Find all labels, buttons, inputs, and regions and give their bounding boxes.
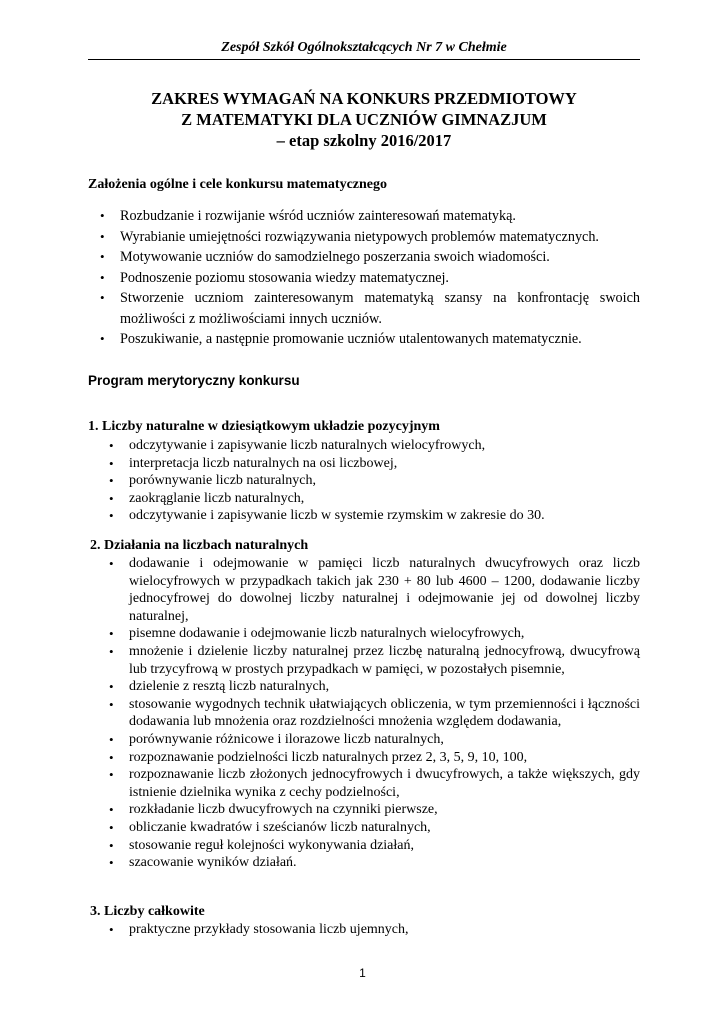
- list-item: • mnożenie i dzielenie liczby naturalnej przez liczbę naturalną jednocyfrową, dwucyfrową lub trzycyfrową w prostych przypadkach w pamięci, w pozostałych pisemnie,: [129, 643, 640, 678]
- list-item: • rozkładanie liczb dwucyfrowych na czynniki pierwsze,: [129, 801, 640, 819]
- list-item: • stosowanie wygodnych technik ułatwiających obliczenia, w tym przemienności i łączności dodawania lub mnożenia oraz rozdzielności mnożenia względem dodawania,: [129, 696, 640, 731]
- section-1-list: [129, 437, 640, 525]
- list-item: • praktyczne przykłady stosowania liczb ujemnych,: [129, 921, 640, 939]
- list-item: • szacowanie wyników działań.: [129, 854, 640, 872]
- list-item: • interpretacja liczb naturalnych na osi liczbowej,: [129, 455, 640, 473]
- list-item: • zaokrąglanie liczb naturalnych,: [129, 490, 640, 508]
- list-item: • dzielenie z resztą liczb naturalnych,: [129, 678, 640, 696]
- list-item: • stosowanie reguł kolejności wykonywania działań,: [129, 837, 640, 855]
- section-3-list: [129, 921, 640, 939]
- list-item: • rozpoznawanie liczb złożonych jednocyfrowych i dwucyfrowych, a także większych, gdy istnienie dzielnika wynika z cechy podzielności,: [129, 766, 640, 801]
- list-item: • odczytywanie i zapisywanie liczb w systemie rzymskim w zakresie do 30.: [129, 507, 640, 525]
- page-header: Zespół Szkół Ogólnokształcących Nr 7 w Chełmie: [88, 40, 640, 60]
- list-item: • Rozbudzanie i rozwijanie wśród uczniów zainteresowań matematyką.: [120, 206, 640, 227]
- list-item: • porównywanie liczb naturalnych,: [129, 472, 640, 490]
- list-item: • porównywanie różnicowe i ilorazowe liczb naturalnych,: [129, 731, 640, 749]
- list-item: • Poszukiwanie, a następnie promowanie uczniów utalentowanych matematycznie.: [120, 329, 640, 350]
- title-line-3: – etap szkolny 2016/2017: [276, 131, 452, 150]
- section-2-heading: 2. Działania na liczbach naturalnych: [90, 538, 309, 553]
- section-2-list: [129, 555, 640, 872]
- goals-list: [120, 206, 640, 350]
- section-3-heading: 3. Liczby całkowite: [90, 904, 205, 919]
- list-item: • Stworzenie uczniom zainteresowanym matematyką szansy na konfrontację swoich możliwości z możliwościami innych uczniów.: [120, 288, 640, 329]
- list-item: • pisemne dodawanie i odejmowanie liczb naturalnych wielocyfrowych,: [129, 625, 640, 643]
- document-title: [88, 88, 640, 151]
- list-item: • Motywowanie uczniów do samodzielnego poszerzania swoich wiadomości.: [120, 247, 640, 268]
- title-line-2: Z MATEMATYKI DLA UCZNIÓW GIMNAZJUM: [181, 110, 547, 129]
- list-item: • Podnoszenie poziomu stosowania wiedzy matematycznej.: [120, 268, 640, 289]
- list-item: • dodawanie i odejmowanie w pamięci liczb naturalnych dwucyfrowych oraz liczb wielocyfrowych w przypadkach takich jak 230 + 80 lub 4600 – 1200, dodawanie liczby jednocyfrowej do dowolnej liczby naturalnej i odejmowanie jej od dowolnej liczby naturalnej,: [129, 555, 640, 625]
- list-item: • Wyrabianie umiejętności rozwiązywania nietypowych problemów matematycznych.: [120, 227, 640, 248]
- goals-heading: Założenia ogólne i cele konkursu matematycznego: [88, 177, 388, 192]
- list-item: • rozpoznawanie podzielności liczb naturalnych przez 2, 3, 5, 9, 10, 100,: [129, 749, 640, 767]
- program-heading: Program merytoryczny konkursu: [88, 373, 300, 388]
- section-1-heading: 1. Liczby naturalne w dziesiątkowym układzie pozycyjnym: [88, 419, 440, 434]
- list-item: • obliczanie kwadratów i sześcianów liczb naturalnych,: [129, 819, 640, 837]
- page-number: 1: [359, 966, 366, 980]
- title-line-1: ZAKRES WYMAGAŃ NA KONKURS PRZEDMIOTOWY: [151, 89, 577, 108]
- list-item: • odczytywanie i zapisywanie liczb naturalnych wielocyfrowych,: [129, 437, 640, 455]
